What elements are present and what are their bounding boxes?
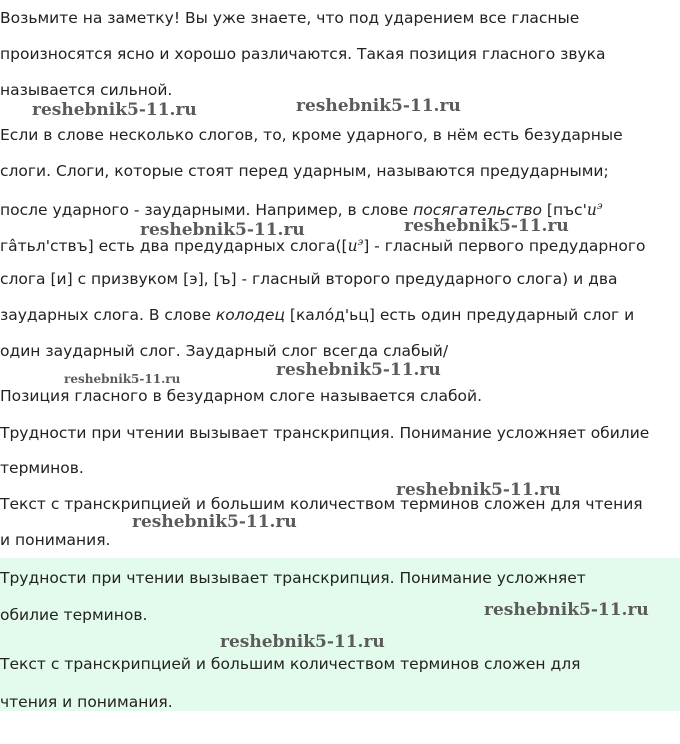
italic-term: колодец [215,306,285,324]
text-fragment: гâтьл'ств [0,237,77,256]
paragraph-1-line-1: Возьмите на заметку! Вы уже знаете, что под ударением все гласные [0,9,580,27]
watermark: reshebnik5-11.ru [396,480,561,500]
watermark: reshebnik5-11.ru [220,632,385,652]
paragraph-2-line-5: слога [и] с призвуком [э], [ъ] - гласный второго предударного слога) и два [0,270,618,288]
paragraph-2-line-4 [0,233,646,256]
paragraph-2-line-1: Если в слове несколько слогов, то, кроме ударного, в нём есть безударные [0,126,623,144]
watermark: reshebnik5-11.ru [64,372,181,386]
watermark: reshebnik5-11.ru [484,600,649,620]
highlight-line-3: Текст с транскрипцией и большим количеством терминов сложен для [0,655,581,673]
watermark: reshebnik5-11.ru [140,220,305,240]
watermark: reshebnik5-11.ru [296,96,461,116]
text-fragment: ъ] есть два предударных слога([ [76,237,348,256]
watermark: reshebnik5-11.ru [276,360,441,380]
text-fragment: [калóд'ьц] есть один предударный слог и [284,306,635,324]
text-fragment: заударных слога. В слове [0,306,216,324]
paragraph-5-line-2: и понимания. [0,531,111,549]
paragraph-1-line-2: произносятся ясно и хорошо различаются. Такая позиция гласного звука [0,45,606,63]
paragraph-1-line-3: называется сильной. [0,81,173,99]
text-fragment: [пъс' [541,201,587,220]
paragraph-4-line-1: Трудности при чтении вызывает транскрипция. Понимание усложняет обилие [0,424,650,442]
paragraph-2-line-6 [0,305,634,325]
watermark: reshebnik5-11.ru [32,100,197,120]
paragraph-4-line-2: терминов. [0,459,84,477]
watermark: reshebnik5-11.ru [132,512,297,532]
watermark: reshebnik5-11.ru [404,216,569,236]
highlight-line-2: обилие терминов. [0,606,148,624]
transcription-vowel: $и^э$ [347,237,364,256]
transcription-vowel: $и^э$ [586,201,603,220]
highlight-line-1: Трудности при чтении вызывает транскрипция. Понимание усложняет [0,569,586,587]
text-fragment: после ударного - заударными. Например, в слове [0,201,414,220]
highlight-line-4: чтения и понимания. [0,693,173,711]
text-fragment: ] - гласный первого предударного [363,237,646,256]
paragraph-3: Позиция гласного в безударном слоге называется слабой. [0,387,483,405]
paragraph-5-line-1: Текст с транскрипцией и большим количеством терминов сложен для чтения [0,495,643,513]
paragraph-2-line-2: слоги. Слоги, которые стоят перед ударным, называются предударными; [0,162,609,180]
paragraph-2-line-7: один заударный слог. Заударный слог всегда слабый/ [0,342,449,360]
italic-term: посягательство [413,201,542,220]
